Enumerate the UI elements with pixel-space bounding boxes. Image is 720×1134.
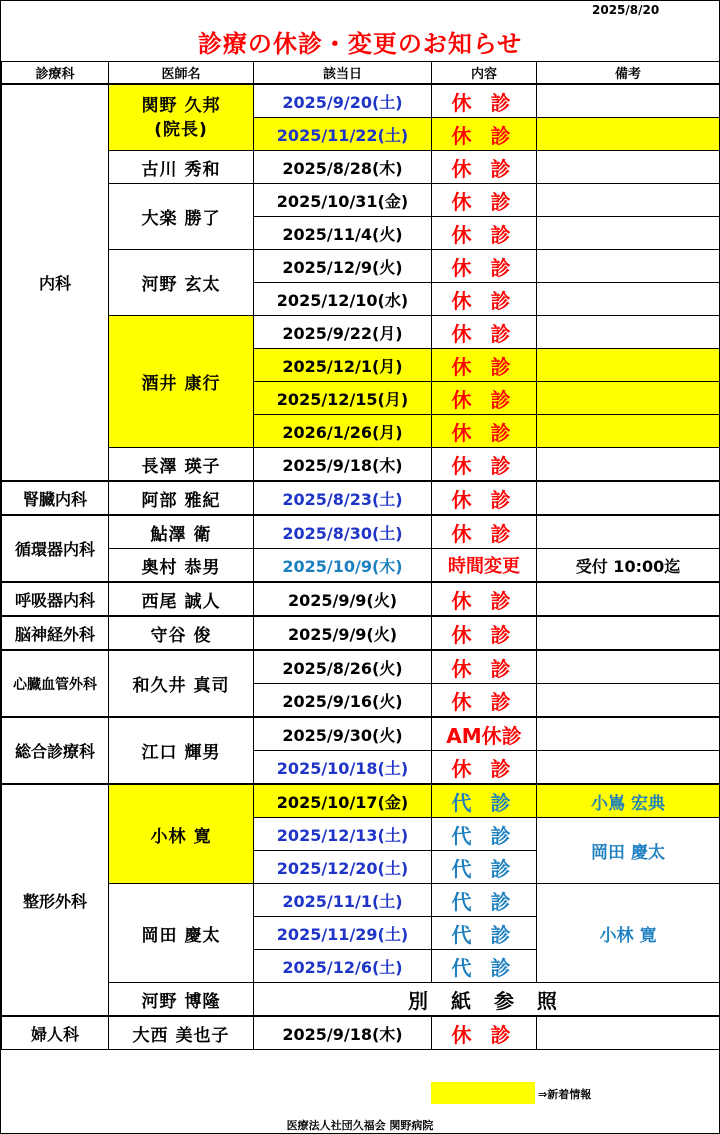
content-cell: 休 診 (432, 415, 537, 448)
table-row (2, 84, 720, 118)
content-cell: 代 診 (432, 818, 537, 851)
note-cell (537, 1016, 720, 1050)
note-cell (537, 751, 720, 785)
date-cell: 2025/10/18(土) (254, 751, 432, 785)
doctor-title: (院長) (154, 119, 208, 140)
note-cell (537, 283, 720, 316)
date-cell: 2025/12/20(土) (254, 851, 432, 884)
doctor-cell: 酒井 康行 (109, 316, 254, 448)
date-cell: 2026/1/26(月) (254, 415, 432, 448)
table-row (2, 151, 720, 184)
note-cell (537, 717, 720, 751)
col-header-note: 備考 (537, 62, 720, 85)
content-cell: 休 診 (432, 515, 537, 549)
table-row (2, 549, 720, 583)
table-row (2, 515, 720, 549)
doctor-cell: 岡田 慶太 (109, 884, 254, 983)
col-header-content: 内容 (432, 62, 537, 85)
table-row (2, 884, 720, 917)
date-cell: 2025/11/4(火) (254, 217, 432, 250)
date-cell: 2025/11/29(土) (254, 917, 432, 950)
hospital-name: 医療法人社団久福会 関野病院 (286, 1119, 434, 1132)
doctor-cell: 守谷 俊 (109, 616, 254, 650)
date-cell: 2025/8/23(土) (254, 481, 432, 515)
content-cell: 休 診 (432, 151, 537, 184)
note-cell (537, 448, 720, 482)
content-cell: 休 診 (432, 184, 537, 217)
date-cell: 2025/12/6(土) (254, 950, 432, 983)
col-header-date: 該当日 (254, 62, 432, 85)
issue-date: 2025/8/20 (592, 3, 660, 17)
note-cell (537, 650, 720, 684)
note-cell (537, 415, 720, 448)
date-cell: 2025/12/9(火) (254, 250, 432, 283)
table-row (2, 448, 720, 482)
refer-cell: 別 紙 参 照 (254, 983, 720, 1017)
date-cell: 2025/12/1(月) (254, 349, 432, 382)
note-cell (537, 118, 720, 151)
content-cell: 代 診 (432, 851, 537, 884)
new-info-swatch (431, 1082, 535, 1104)
doctor-cell: 西尾 誠人 (109, 582, 254, 616)
dept-cell: 心臓血管外科 (2, 650, 109, 717)
date-cell: 2025/10/9(木) (254, 549, 432, 583)
note-cell (537, 515, 720, 549)
note-cell (537, 184, 720, 217)
content-cell: 休 診 (432, 283, 537, 316)
new-info-legend: ⇒新着情報 (538, 1088, 592, 1101)
dept-cell: 内科 (2, 84, 109, 481)
doctor-cell: 長澤 瑛子 (109, 448, 254, 482)
date-cell: 2025/10/31(金) (254, 184, 432, 217)
schedule-table (1, 61, 720, 1050)
table-row (2, 983, 720, 1017)
note-cell: 受付 10:00迄 (537, 549, 720, 583)
content-cell: 代 診 (432, 784, 537, 818)
doctor-cell: 小林 寛 (109, 784, 254, 884)
content-cell: 休 診 (432, 616, 537, 650)
date-cell: 2025/9/20(土) (254, 84, 432, 118)
table-row (2, 184, 720, 217)
note-cell (537, 151, 720, 184)
note-cell (537, 382, 720, 415)
note-cell: 小林 寛 (537, 884, 720, 983)
note-cell (537, 217, 720, 250)
doctor-cell: 河野 玄太 (109, 250, 254, 316)
note-cell (537, 250, 720, 283)
content-cell: 代 診 (432, 917, 537, 950)
doctor-name: 関野 久邦 (141, 95, 221, 116)
note-cell (537, 616, 720, 650)
content-cell: 代 診 (432, 950, 537, 983)
content-cell: 休 診 (432, 349, 537, 382)
col-header-dept: 診療科 (2, 62, 109, 85)
doctor-cell: 大西 美也子 (109, 1016, 254, 1050)
date-cell: 2025/8/28(木) (254, 151, 432, 184)
content-cell: AM休診 (432, 717, 537, 751)
note-cell (537, 481, 720, 515)
doctor-cell: 鮎澤 衛 (109, 515, 254, 549)
date-cell: 2025/9/9(火) (254, 582, 432, 616)
dept-cell: 呼吸器内科 (2, 582, 109, 616)
date-cell: 2025/9/18(木) (254, 448, 432, 482)
doctor-cell: 奥村 恭男 (109, 549, 254, 583)
table-row (2, 481, 720, 515)
date-cell: 2025/9/22(月) (254, 316, 432, 349)
note-cell: 岡田 慶太 (537, 818, 720, 884)
date-cell: 2025/9/9(火) (254, 616, 432, 650)
table-row (2, 1016, 720, 1050)
dept-cell: 循環器内科 (2, 515, 109, 582)
date-cell: 2025/12/15(月) (254, 382, 432, 415)
table-row (2, 717, 720, 751)
date-cell: 2025/9/18(木) (254, 1016, 432, 1050)
content-cell: 休 診 (432, 448, 537, 482)
content-cell: 休 診 (432, 217, 537, 250)
doctor-cell: 古川 秀和 (109, 151, 254, 184)
date-cell: 2025/8/30(土) (254, 515, 432, 549)
dept-cell: 婦人科 (2, 1016, 109, 1050)
dept-cell: 腎臓内科 (2, 481, 109, 515)
note-cell (537, 349, 720, 382)
doctor-cell: 江口 輝男 (109, 717, 254, 784)
content-cell: 休 診 (432, 751, 537, 785)
date-cell: 2025/9/16(火) (254, 684, 432, 718)
content-cell: 休 診 (432, 481, 537, 515)
date-cell: 2025/11/22(土) (254, 118, 432, 151)
dept-cell: 脳神経外科 (2, 616, 109, 650)
page-title: 診療の休診・変更のお知らせ (197, 30, 523, 58)
header-row (2, 62, 720, 85)
note-cell (537, 316, 720, 349)
date-cell: 2025/8/26(火) (254, 650, 432, 684)
doctor-cell: 和久井 真司 (109, 650, 254, 717)
note-cell (537, 684, 720, 718)
date-cell: 2025/12/10(水) (254, 283, 432, 316)
date-cell: 2025/10/17(金) (254, 784, 432, 818)
doctor-cell (109, 84, 254, 151)
content-cell: 代 診 (432, 884, 537, 917)
note-cell (537, 582, 720, 616)
date-cell: 2025/11/1(土) (254, 884, 432, 917)
col-header-doctor: 医師名 (109, 62, 254, 85)
content-cell: 休 診 (432, 316, 537, 349)
content-cell: 休 診 (432, 250, 537, 283)
table-row (2, 250, 720, 283)
table-row (2, 616, 720, 650)
table-row (2, 784, 720, 818)
doctor-cell: 阿部 雅紀 (109, 481, 254, 515)
content-cell: 休 診 (432, 684, 537, 718)
content-cell: 時間変更 (432, 549, 537, 583)
content-cell: 休 診 (432, 650, 537, 684)
content-cell: 休 診 (432, 1016, 537, 1050)
table-row (2, 650, 720, 684)
dept-cell: 総合診療科 (2, 717, 109, 784)
doctor-cell: 大楽 勝了 (109, 184, 254, 250)
doctor-cell: 河野 博隆 (109, 983, 254, 1017)
note-cell: 小嶌 宏典 (537, 784, 720, 818)
date-cell: 2025/12/13(土) (254, 818, 432, 851)
date-cell: 2025/9/30(火) (254, 717, 432, 751)
table-row (2, 316, 720, 349)
note-cell (537, 84, 720, 118)
content-cell: 休 診 (432, 118, 537, 151)
content-cell: 休 診 (432, 84, 537, 118)
table-row (2, 582, 720, 616)
content-cell: 休 診 (432, 582, 537, 616)
content-cell: 休 診 (432, 382, 537, 415)
dept-cell: 整形外科 (2, 784, 109, 1016)
